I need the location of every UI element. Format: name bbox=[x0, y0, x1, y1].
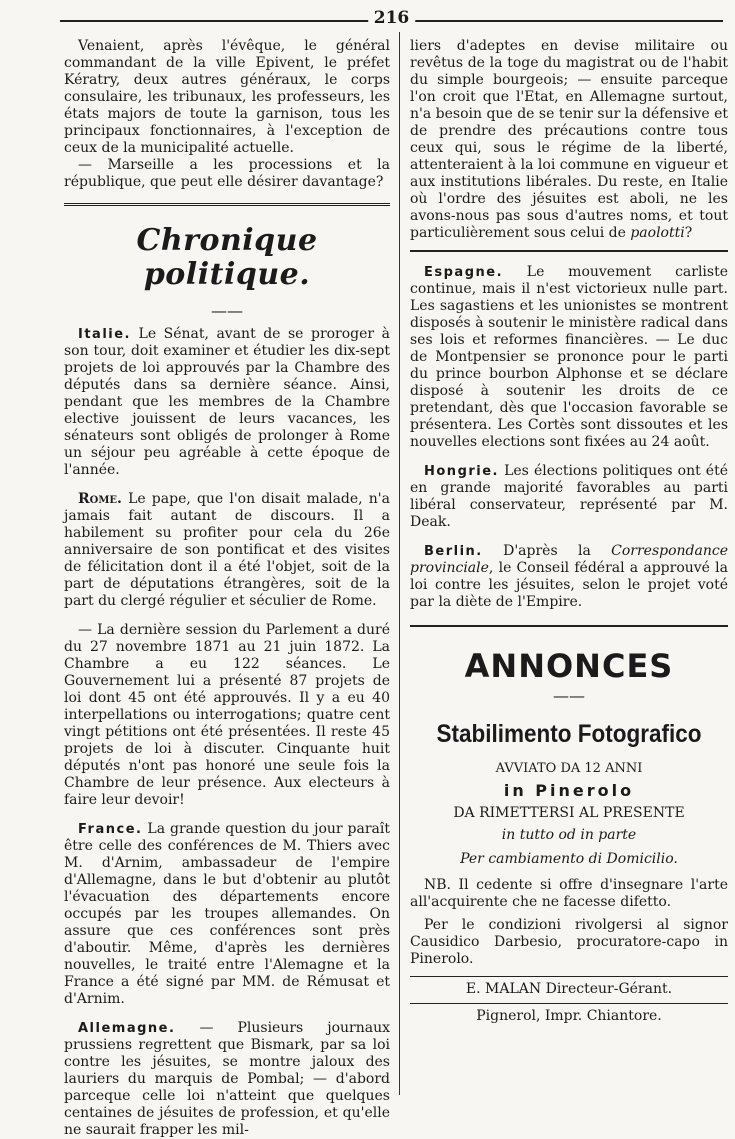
intro-paragraph-2: — Marseille a les processions et la république, que peut elle désirer davantage? bbox=[64, 157, 390, 190]
title-dash: —— bbox=[211, 301, 243, 320]
right-column bbox=[410, 38, 728, 1028]
paolotti-text: paolotti bbox=[630, 225, 685, 241]
left-column bbox=[64, 38, 390, 1139]
annonces-dash: —— bbox=[553, 686, 585, 705]
malan-line: E. MALAN Directeur-Gérant. bbox=[465, 981, 673, 997]
nb-paragraph: NB. Il cedente si offre d'insegnare l'arte all'acquirente che ne facesse difetto. bbox=[410, 877, 728, 910]
rome-text: Le pape, que l'on disait malade, n'a jamais fait autant de discours. Il a habilement su profiter pour cela du 26e anniversaire de son pontificat et des visites de félicitation dont il a été l'objet, soit de la part de députations étrangères, soit de la part du clergé régulier et séculier de Rome. bbox=[64, 491, 390, 609]
section-rule bbox=[64, 203, 390, 206]
continuation-text: liers d'adeptes en devise militaire ou revêtus de la toge du magistrat ou de l'habit du simple bourgeois; — ensuite parceque l'on croit que l'Etat, en Allemagne surtout, n'a besoin que de se tenir sur la défensive et de prendre des précautions contre tous ceux qui, sous le régime de la liberté, attenteraient à la loi commune en vigueur et aux institutions libérales. Du reste, en Italie où l'ordre des jésuites est aboli, ne les avons-nous pas sous d'autres noms, et tout particulièrement sous celui de bbox=[410, 38, 728, 241]
berlin-text-1: D'après la bbox=[482, 543, 612, 559]
france-text: La grande question du jour paraît être celle des conférences de M. Thiers avec M. d'Arnim, ambassadeur de l'empire d'Allemagne, dans le but d'obtenir au plutôt l'évacuation des départements encore occupés par les troupes allemandes. On assure que ces conférences sont près d'aboutir. Même, d'après les dernières nouvelles, le traité entre l'Alemagne et la France a été signé par MM. de Rémusat et d'Arnim. bbox=[64, 821, 390, 1007]
allemagne-text: — Plusieurs journaux prussiens regrettent que Bismark, par sa loi contre les jésuites, se montre jaloux des lauriers du marquis de Pombal; — d'abord parceque celle loi n'atteint que quelques centaines de jésuites de profession, et qu'elle ne saurait frapper les mil- bbox=[64, 1020, 390, 1138]
hongrie-paragraph bbox=[410, 463, 728, 531]
italie-paragraph bbox=[64, 326, 390, 479]
in-tutto-line: in tutto od in parte bbox=[501, 827, 637, 843]
italie-text: Le Sénat, avant de se proroger à son tour, doit examiner et étudier les dix-sept projets de loi approuvés par la Chambre des députés dans sa dernière séance. Ainsi, pendant que les membres de la Chambre elective jouissent de leurs vacances, les sénateurs sont obligés de prolonger à Rome un séjour peu agréable à cette époque de l'année. bbox=[64, 326, 390, 478]
espagne-keyword: Espagne. bbox=[424, 265, 504, 280]
espagne-paragraph bbox=[410, 264, 728, 451]
berlin-text-2: , le Conseil fédéral a approuvé la loi contre les jésuites, selon le projet voté par la diète de l'Empire. bbox=[410, 560, 728, 610]
france-keyword: France. bbox=[78, 822, 143, 837]
rome-keyword: Rome. bbox=[78, 491, 122, 507]
stabilimento-title: Stabilimento Fotografico bbox=[436, 720, 702, 748]
in-pinerolo-line: in Pinerolo bbox=[503, 781, 635, 800]
berlin-paragraph bbox=[410, 543, 728, 611]
page-header bbox=[60, 8, 723, 30]
page-number: 216 bbox=[368, 8, 416, 28]
allemagne-paragraph bbox=[64, 1020, 390, 1139]
column-divider bbox=[399, 32, 400, 1095]
avviato-line: AVVIATO DA 12 ANNI bbox=[495, 761, 643, 776]
annonces-rule bbox=[410, 625, 728, 627]
continuation-paragraph bbox=[410, 38, 728, 242]
rimettersi-line: DA RIMETTERSI AL PRESENTE bbox=[453, 805, 685, 821]
condizioni-paragraph: Per le condizioni rivolgersi al signor Causidico Darbesio, procuratore-capo in Pinerolo. bbox=[410, 917, 728, 967]
berlin-keyword: Berlin. bbox=[424, 544, 483, 559]
intro-paragraph: Venaient, après l'évêque, le général commandant de la ville Epivent, le préfet Kératry, deux autres généraux, le corps consulaire, les tribunaux, les professeurs, les états majors de toute la garnison, tous les principaux fonctionnaires, à l'exception de ceux de la municipalité actuelle. bbox=[64, 38, 390, 156]
france-paragraph bbox=[64, 821, 390, 1008]
berlin-italic: Correspondance provinciale bbox=[410, 543, 728, 576]
chronique-title: Chronique politique. bbox=[136, 223, 318, 292]
hongrie-keyword: Hongrie. bbox=[424, 464, 499, 479]
annonces-title: ANNONCES bbox=[464, 647, 674, 685]
italie-keyword: Italie. bbox=[78, 327, 131, 342]
rome-paragraph bbox=[64, 491, 390, 610]
hongrie-text: Les élections politiques ont été en grande majorité favorables au parti libéral conservateur, représenté par M. Deak. bbox=[410, 463, 728, 530]
per-cambiamento-line: Per cambiamento di Domicilio. bbox=[460, 851, 678, 867]
pignerol-line: Pignerol, Impr. Chiantore. bbox=[476, 1008, 662, 1024]
section-rule-right bbox=[410, 250, 728, 252]
session-paragraph: — La dernière session du Parlement a duré du 27 novembre 1871 au 21 juin 1872. La Chambre a eu 122 séances. Le Gouvernement lui a présenté 87 projets de loi dont 45 ont été approuvés. Il y a eu 40 interpellations ou interrogations; quatre cent vingt pétitions ont été présentées. Il reste 45 projets de loi à discuter. Cinquante huit députés n'ont pas honoré une seule fois la Chambre de leur présence. Aux electeurs à faire leur devoir! bbox=[64, 622, 390, 808]
allemagne-keyword: Allemagne. bbox=[78, 1021, 176, 1036]
espagne-text: Le mouvement carliste continue, mais il n'est victorieux nulle part. Les sagastiens et les unionistes se montrent disposés à soutenir le ministère radical dans ses lois et reformes financières. — Le duc de Montpensier se prononce pour le parti du prince bourbon Alphonse et se déclare disposé à soutenir les droits de ce pretendant, dès que l'occasion favorable se présentera. Les Cortès sont dissoutes et les nouvelles elections sont fixées au 24 août. bbox=[410, 264, 728, 450]
continuation-end: ? bbox=[684, 225, 693, 241]
